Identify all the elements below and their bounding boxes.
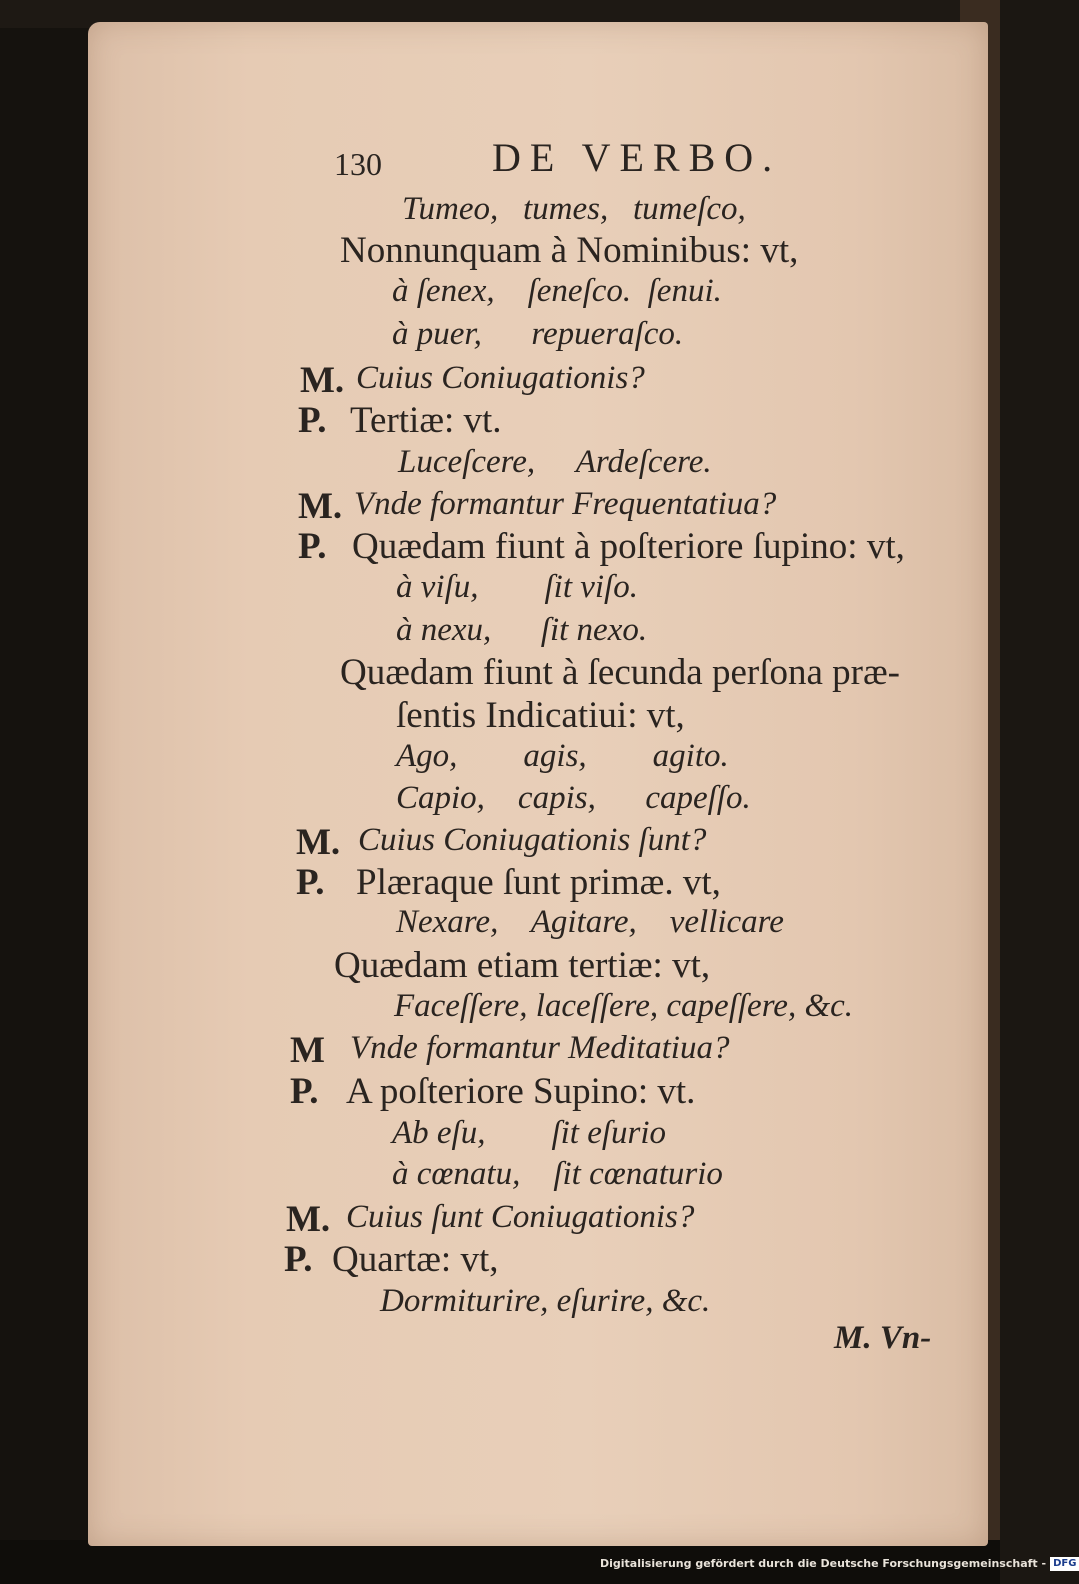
digitization-credit — [600, 1553, 1077, 1575]
text-line: Ab eſu, ſit eſurio — [392, 1115, 667, 1151]
speaker-label: M. — [298, 486, 343, 527]
text-line: Quædam fiunt à ſecunda perſona præ- — [340, 652, 900, 693]
text-line: Cuius Coniugationis ſunt? — [358, 822, 707, 858]
text-line: Luceſcere, Ardeſcere. — [398, 444, 712, 480]
text-line: A poſteriore Supino: vt. — [346, 1071, 696, 1112]
text-line: Plæraque ſunt primæ. vt, — [356, 862, 721, 903]
catchword: M. Vn- — [834, 1320, 932, 1356]
text-line: Cuius Coniugationis? — [356, 360, 645, 396]
credit-text: Digitalisierung gefördert durch die Deutsche Forschungsgemeinschaft - — [600, 1557, 1047, 1570]
text-line: à viſu, ſit viſo. — [396, 569, 638, 605]
speaker-label: P. — [298, 400, 327, 441]
text-line: ſentis Indicatiui: vt, — [396, 695, 685, 736]
dfg-logo: DFG — [1050, 1557, 1079, 1571]
speaker-label: P. — [296, 862, 325, 903]
text-line: Dormiturire, eſurire, &c. — [380, 1283, 711, 1319]
text-line: Nexare, Agitare, vellicare — [396, 904, 784, 940]
running-head: DE VERBO. — [492, 135, 782, 180]
speaker-label: M. — [296, 822, 341, 863]
speaker-label: P. — [290, 1071, 319, 1112]
speaker-label: M — [290, 1030, 325, 1071]
text-line: Quartæ: vt, — [332, 1239, 499, 1280]
text-line: Capio, capis, capeſſo. — [396, 780, 751, 816]
text-line: Tertiæ: vt. — [350, 400, 502, 441]
text-line: à ſenex, ſeneſco. ſenui. — [392, 273, 722, 309]
speaker-label: M. — [300, 360, 345, 401]
speaker-label: P. — [284, 1239, 313, 1280]
text-line: Faceſſere, laceſſere, capeſſere, &c. — [394, 988, 854, 1024]
page-number: 130 — [334, 146, 382, 182]
speaker-label: P. — [298, 526, 327, 567]
text-line: Ago, agis, agito. — [396, 738, 729, 774]
text-line: Tumeo, tumes, tumeſco, — [402, 191, 746, 227]
text-line: à nexu, ſit nexo. — [396, 612, 648, 648]
text-line: Vnde formantur Frequentatiua? — [354, 486, 777, 522]
text-line: à cœnatu, ſit cœnaturio — [392, 1156, 723, 1192]
text-line: Quædam fiunt à poſteriore ſupino: vt, — [352, 526, 905, 567]
text-line: Quædam etiam tertiæ: vt, — [334, 945, 711, 986]
text-line: à puer, repueraſco. — [392, 316, 684, 352]
text-line: Vnde formantur Meditatiua? — [350, 1030, 730, 1066]
speaker-label: M. — [286, 1199, 331, 1240]
text-line: Cuius ſunt Coniugationis? — [346, 1199, 695, 1235]
text-line: Nonnunquam à Nominibus: vt, — [340, 230, 799, 271]
